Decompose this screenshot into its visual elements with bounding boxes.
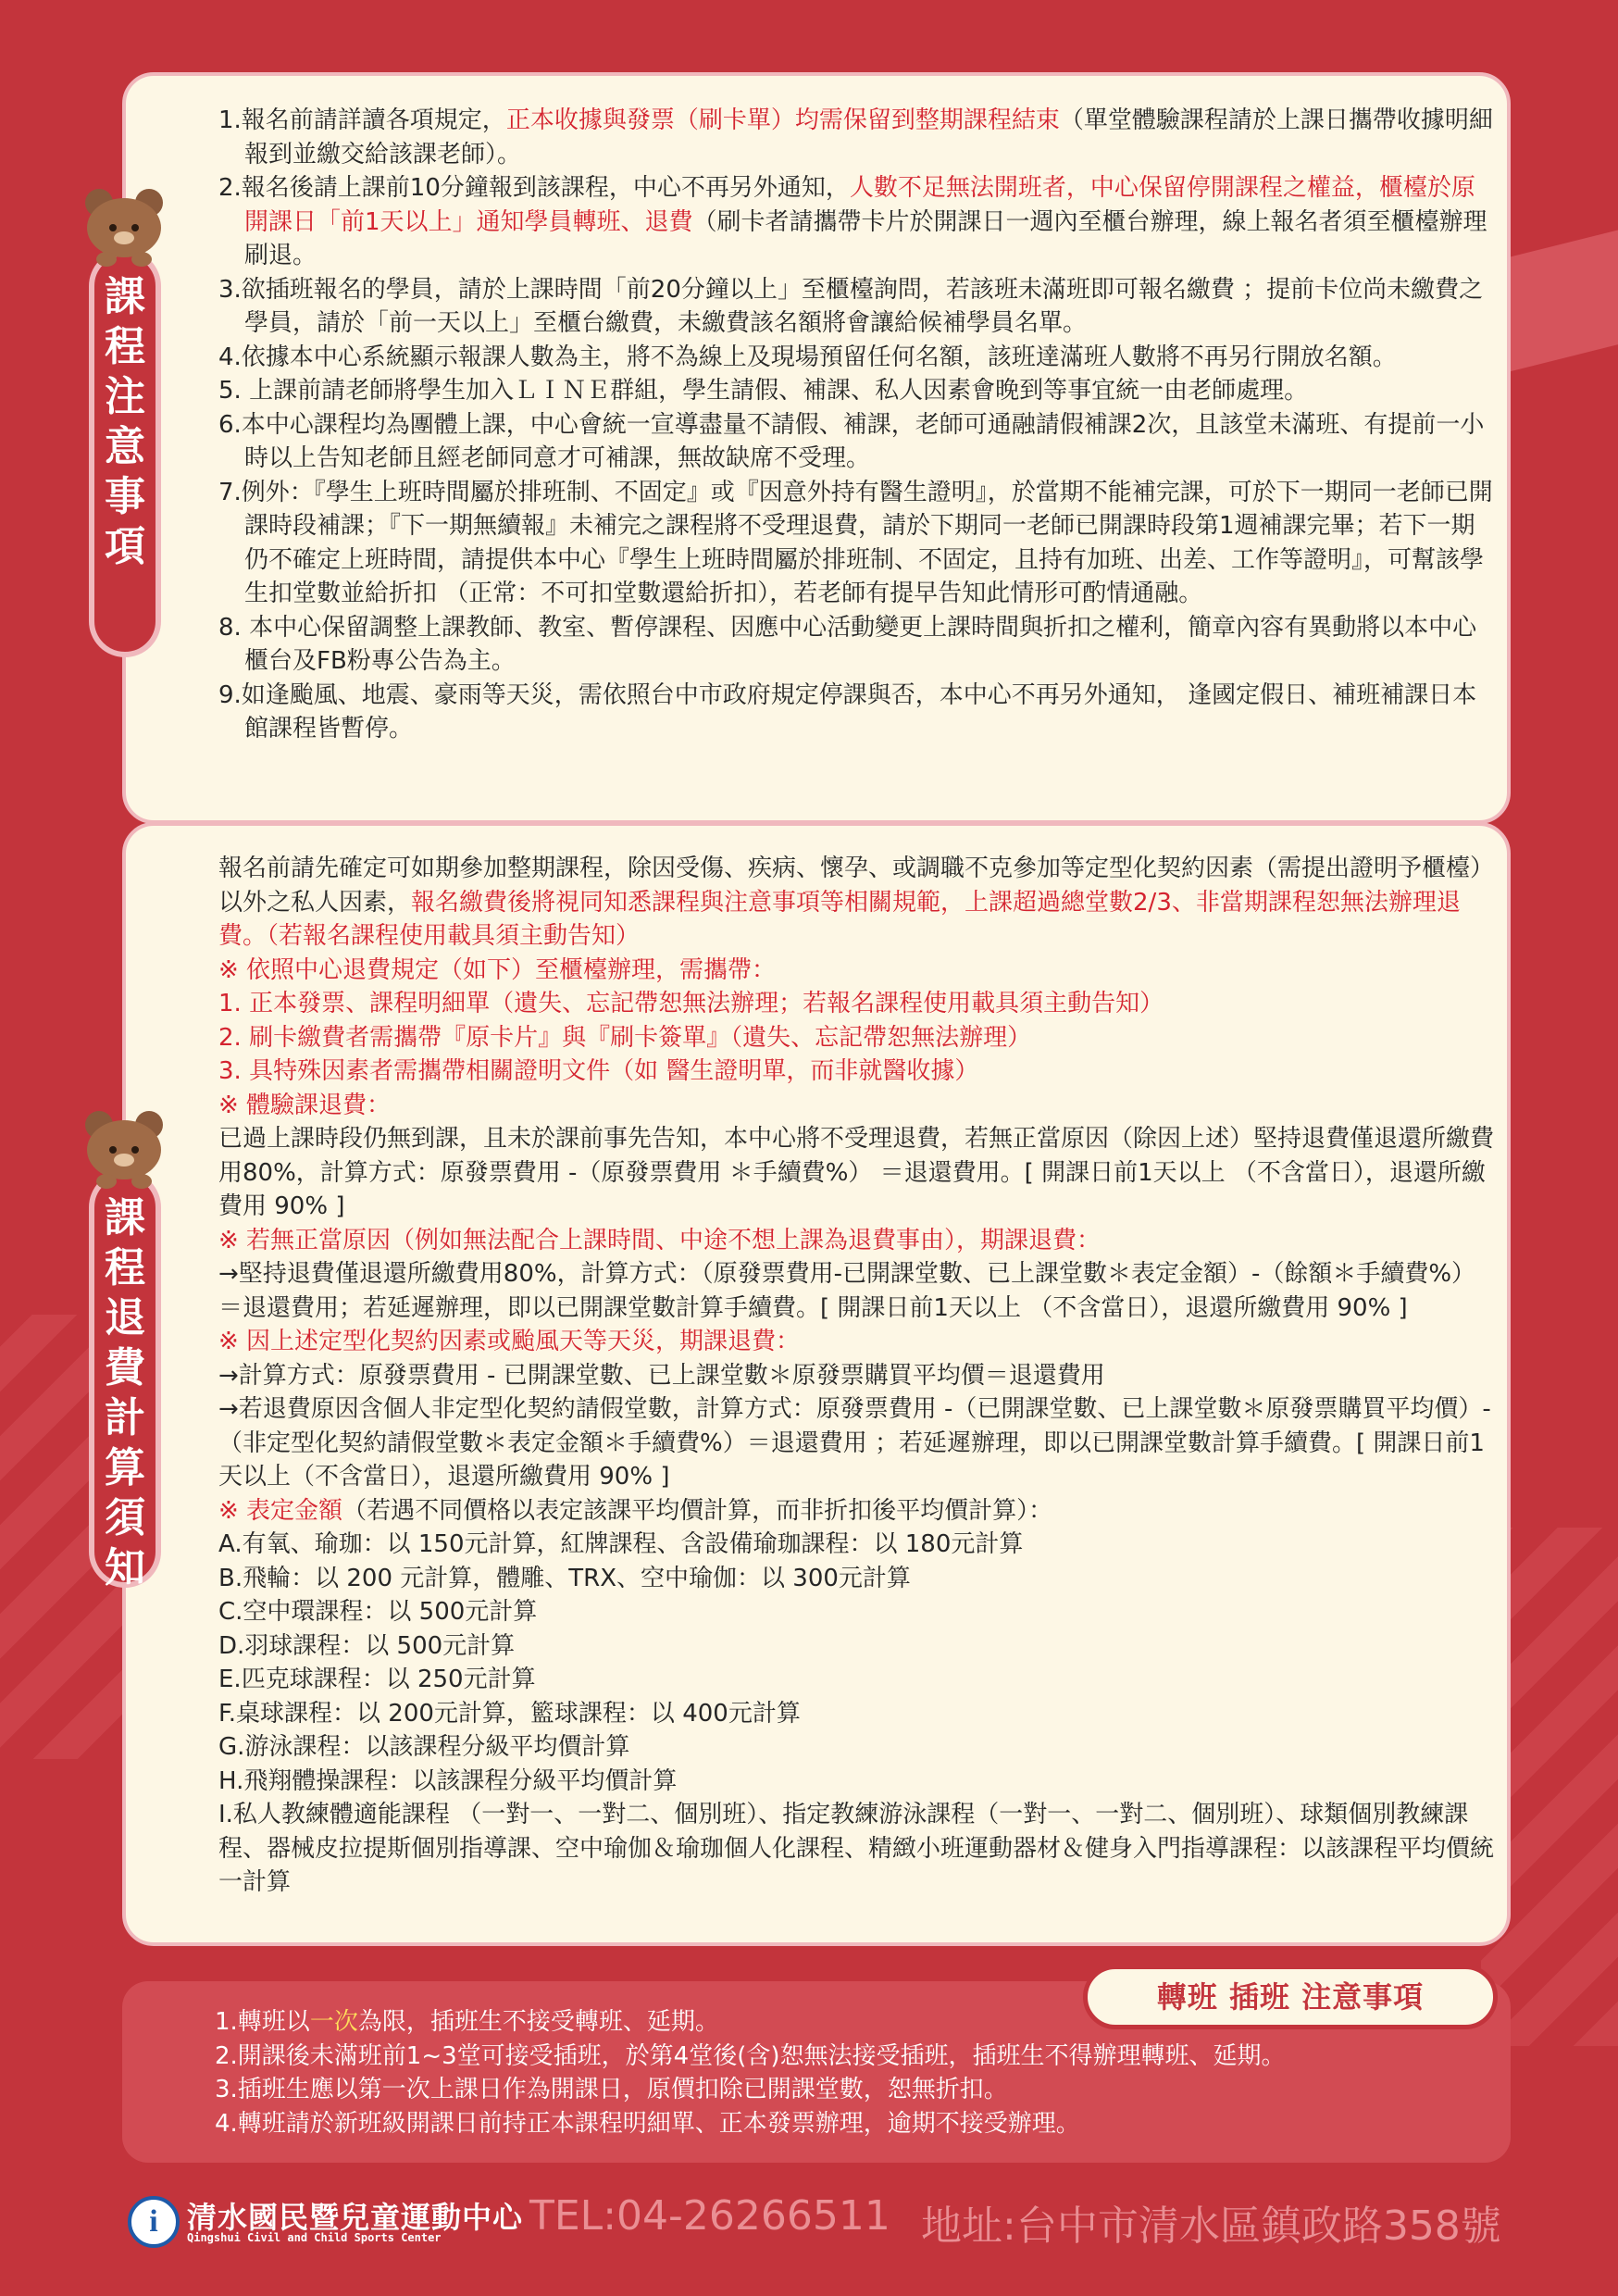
address: 地址:台中市清水區鎮政路358號 (921, 2202, 1501, 2250)
phone-number: TEL:04-26266511 (529, 2192, 890, 2240)
refund-rule-line-text: ※ 依照中心退費規定（如下）至櫃檯辦理，需攜帶： (218, 955, 777, 984)
refund-rule-line (218, 1392, 1496, 1494)
course-notes-list (218, 104, 1496, 746)
refund-rule-line (218, 1325, 1496, 1359)
refund-rule-line (218, 1765, 1496, 1799)
refund-rule-line (218, 1122, 1496, 1224)
refund-rule-line (218, 1257, 1496, 1325)
refund-rule-line-text: （若遇不同價格以表定該課平均價計算，而非折扣後平均價計算）： (342, 1496, 1053, 1525)
transfer-note-item-text: 為限，插班生不接受轉班、延期。 (357, 2008, 719, 2036)
refund-rule-line (218, 1730, 1496, 1765)
transfer-note-item-text: 4.轉班請於新班級開課日前持正本課程明細單、正本發票辦理，逾期不接受辦理。 (215, 2109, 1080, 2138)
refund-rules-list (218, 852, 1496, 1900)
course-note-item-text: 9.如逢颱風、地震、豪雨等天災，需依照台中市政府規定停課與否，本中心不再另外通知， 逢國定假日、補班補課日本館課程皆暫停。 (218, 680, 1477, 742)
refund-rule-line (218, 1697, 1496, 1731)
transfer-note-item-text: 3.插班生應以第一次上課日作為開課日，原價扣除已開課堂數，恕無折扣。 (215, 2076, 1008, 2103)
transfer-notes-title: 轉班 插班 注意事項 (1083, 1965, 1498, 2029)
transfer-note-item (215, 2040, 1492, 2074)
center-logo-icon: i (128, 2196, 180, 2248)
course-note-item-text: 3.欲插班報名的學員，請於上課時間「前20分鐘以上」至櫃檯詢問，若該班未滿班即可報名繳費 ；提前卡位尚未繳費之學員，請於「前一天以上」至櫃台繳費，未繳費該名額將會讓給候補學員名單。 (218, 275, 1484, 337)
refund-rule-line-text: 3. 具特殊因素者需攜帶相關證明文件（如 醫生證明單，而非就醫收據） (218, 1057, 979, 1085)
course-note-item (218, 374, 1496, 408)
refund-rule-line-text: 1. 正本發票、課程明細單（遺失、忘記帶恕無法辦理；若報名課程使用載具須主動告知） (218, 990, 1164, 1017)
refund-rule-line-text: C.空中環課程：以 500元計算 (218, 1598, 538, 1626)
transfer-note-item (215, 2073, 1492, 2107)
refund-rule-line-text: H.飛翔體操課程：以該課程分級平均價計算 (218, 1766, 678, 1795)
course-note-item-text: 2.報名後請上課前10分鐘報到該課程，中心不再另外通知， (218, 174, 850, 202)
refund-rule-line (218, 1021, 1496, 1055)
course-note-item (218, 476, 1496, 611)
course-note-item-text: 正本收據與發票（刷卡單）均需保留到整期課程結束 (505, 106, 1060, 134)
refund-rules-card (122, 822, 1511, 1946)
refund-rule-line-text: I.私人教練體適能課程 （一對一、一對二、個別班）、指定教練游泳課程（一對一、一對二、個別班）、球類個別教練課程、器械皮拉提斯個別指導課、空中瑜伽＆瑜珈個人化課程、精緻小班運動器材＆健身入門指導課程：以該課程平均價統一計算 (218, 1801, 1495, 1896)
bear-mascot-icon (80, 1111, 168, 1189)
refund-rule-line-text: E.匹克球課程：以 250元計算 (218, 1666, 536, 1693)
refund-rule-line-text: →若退費原因含個人非定型化契約請假堂數，計算方式：原發票費用 -（已開課堂數、已上課堂數＊原發票購買平均價）-（非定型化契約請假堂數＊表定金額＊手續費%）＝退還費用 ；若延遲辦理，即以已開課堂數計算手續費。[ 開課日前1天以上（不含當日），退還所繳費用 90% ] (218, 1395, 1491, 1491)
logo-name-en: Qingshui Civil and Child Sports Center (187, 2231, 442, 2244)
refund-rule-line (218, 852, 1496, 954)
course-note-item (218, 408, 1496, 476)
transfer-note-item-text: 一次 (309, 2008, 358, 2036)
refund-rule-line (218, 1494, 1496, 1529)
refund-rule-line-text: ※ 體驗課退費： (218, 1091, 392, 1119)
refund-rule-line (218, 1562, 1496, 1596)
refund-rule-line-text: A.有氧、瑜珈：以 150元計算，紅牌課程、含設備瑜珈課程：以 180元計算 (218, 1530, 1024, 1558)
refund-rule-line (218, 1359, 1496, 1393)
refund-rule-line-text: →堅持退費僅退還所繳費用80%，計算方式：（原發票費用-已開課堂數、已上課堂數＊表定金額）-（餘額＊手續費%）＝退還費用；若延遲辦理，即以已開課堂數計算手續費。[ 開課日前1天以上 （不含當日），退還所繳費用 90% ] (218, 1260, 1476, 1322)
refund-rule-line (218, 1663, 1496, 1697)
refund-rule-line-text: 報名繳費後將視同知悉課程與注意事項等相關規範，上課超過總堂數2/3、非當期課程恕無法辦理退費。（若報名課程使用載具須主動告知） (218, 888, 1461, 950)
refund-rule-line-text: →計算方式：原發票費用 - 已開課堂數、已上課堂數＊原發票購買平均價＝退還費用 (218, 1361, 1105, 1390)
refund-rule-line-text: ※ 若無正當原因（例如無法配合上課時間、中途不想上課為退費事由），期課退費： (218, 1226, 1101, 1254)
refund-rule-line (218, 1595, 1496, 1629)
refund-rule-line (218, 1798, 1496, 1900)
bear-mascot-icon (80, 189, 168, 267)
refund-rule-line (218, 1054, 1496, 1089)
refund-rule-line-text: ※ 因上述定型化契約因素或颱風天等天災，期課退費： (218, 1328, 801, 1355)
course-note-item (218, 104, 1496, 171)
course-notes-tab-title: 課 程 注 意 事 項 (105, 273, 145, 570)
course-note-item-text: 5. 上課前請老師將學生加入ＬＩＮＥ群組，學生請假、補課、私人因素會晚到等事宜統一由老師處理。 (218, 377, 1309, 405)
transfer-note-item-text: 2.開課後未滿班前1~3堂可接受插班，於第4堂後(含)恕無法接受插班，插班生不得辦理轉班、延期。 (215, 2041, 1286, 2070)
transfer-note-item (215, 2107, 1492, 2141)
refund-rule-line (218, 954, 1496, 988)
course-notes-tab (89, 250, 161, 657)
refund-rule-line-text: 2. 刷卡繳費者需攜帶『原卡片』與『刷卡簽單』（遺失、忘記帶恕無法辦理） (218, 1023, 1032, 1052)
refund-rule-line-text: B.飛輪：以 200 元計算，體雕、TRX、空中瑜伽：以 300元計算 (218, 1564, 911, 1592)
refund-rule-line-text: G.游泳課程：以該課程分級平均價計算 (218, 1733, 630, 1761)
refund-rule-line (218, 1089, 1496, 1123)
refund-rule-line (218, 1224, 1496, 1258)
course-note-item (218, 679, 1496, 746)
course-notes-card (122, 72, 1511, 824)
course-note-item (218, 273, 1496, 341)
logo-name-cn: 清水國民暨兒童運動中心 (187, 2200, 524, 2235)
course-note-item-text: （單堂體驗課程請於上課日攜帶收據明細報到並繳交給該課老師）。 (244, 106, 1493, 168)
course-note-item-text: 8. 本中心保留調整上課教師、教室、暫停課程、因應中心活動變更上課時間與折扣之權利，簡章內容有異動將以本中心櫃台及FB粉專公告為主。 (218, 613, 1477, 675)
course-note-item-text: 7.例外：『學生上班時間屬於排班制、不固定』或『因意外持有醫生證明』，於當期不能補完課，可於下一期同一老師已開課時段補課；『下一期無續報』未補完之課程將不受理退費，請於下期同一老師已開課時段第1週補課完畢；若下一期仍不確定上班時間，請提供本中心『學生上班時間屬於排班制、不固定，且持有加班、出差、工作等證明』，可幫該學生扣堂數並給折扣 （正常：不可扣堂數還給折扣），若老師有提早告知此情形可酌情通融。 (218, 478, 1493, 607)
course-note-item-text: （刷卡者請攜帶卡片於開課日一週內至櫃台辦理，線上報名者須至櫃檯辦理刷退。 (244, 207, 1487, 269)
course-note-item (218, 611, 1496, 679)
footer (0, 2176, 1618, 2287)
refund-rules-tab (89, 1171, 161, 1591)
course-note-item-text: 1.報名前請詳讀各項規定， (218, 106, 506, 134)
course-note-item-text: 人數不足無法開班者，中心保留停開課程之權益，櫃檯於原開課日「前1天以上」通知學員轉班、退費 (244, 174, 1475, 236)
refund-rule-line-text: 已過上課時段仍無到課，且未於課前事先告知，本中心將不受理退費，若無正當原因（除因上述）堅持退費僅退還所繳費用80%，計算方式：原發票費用 -（原發票費用 ＊手續費%） ＝退還費用。[ 開課日前1天以上 （不含當日），退還所繳費用 90% ] (218, 1125, 1495, 1220)
refund-rule-line-text: D.羽球課程：以 500元計算 (218, 1631, 516, 1660)
refund-rule-line-text: F.桌球課程：以 200元計算，籃球課程：以 400元計算 (218, 1699, 801, 1728)
refund-rule-line-text: ※ 表定金額 (218, 1496, 343, 1525)
course-note-item-text: 6.本中心課程均為團體上課，中心會統一宣導盡量不請假、補課，老師可通融請假補課2次，且該堂未滿班、有提前一小時以上告知老師且經老師同意才可補課，無故缺席不受理。 (218, 410, 1485, 472)
refund-rule-line (218, 987, 1496, 1021)
refund-rule-line-text: 報名前請先確定可如期參加整期課程，除因受傷、疾病、懷孕、或調職不克參加等定型化契約因素（需提出證明予櫃檯）以外之私人因素， (218, 855, 1495, 917)
refund-rules-tab-title: 課 程 退 費 計 算 須 知 (105, 1194, 145, 1591)
course-note-item (218, 341, 1496, 375)
transfer-note-item-text: 1.轉班以 (215, 2008, 310, 2036)
course-note-item (218, 171, 1496, 273)
course-note-item-text: 4.依據本中心系統顯示報課人數為主，將不為線上及現場預留任何名額，該班達滿班人數將不再另行開放名額。 (218, 343, 1397, 371)
refund-rule-line (218, 1528, 1496, 1562)
refund-rule-line (218, 1629, 1496, 1664)
